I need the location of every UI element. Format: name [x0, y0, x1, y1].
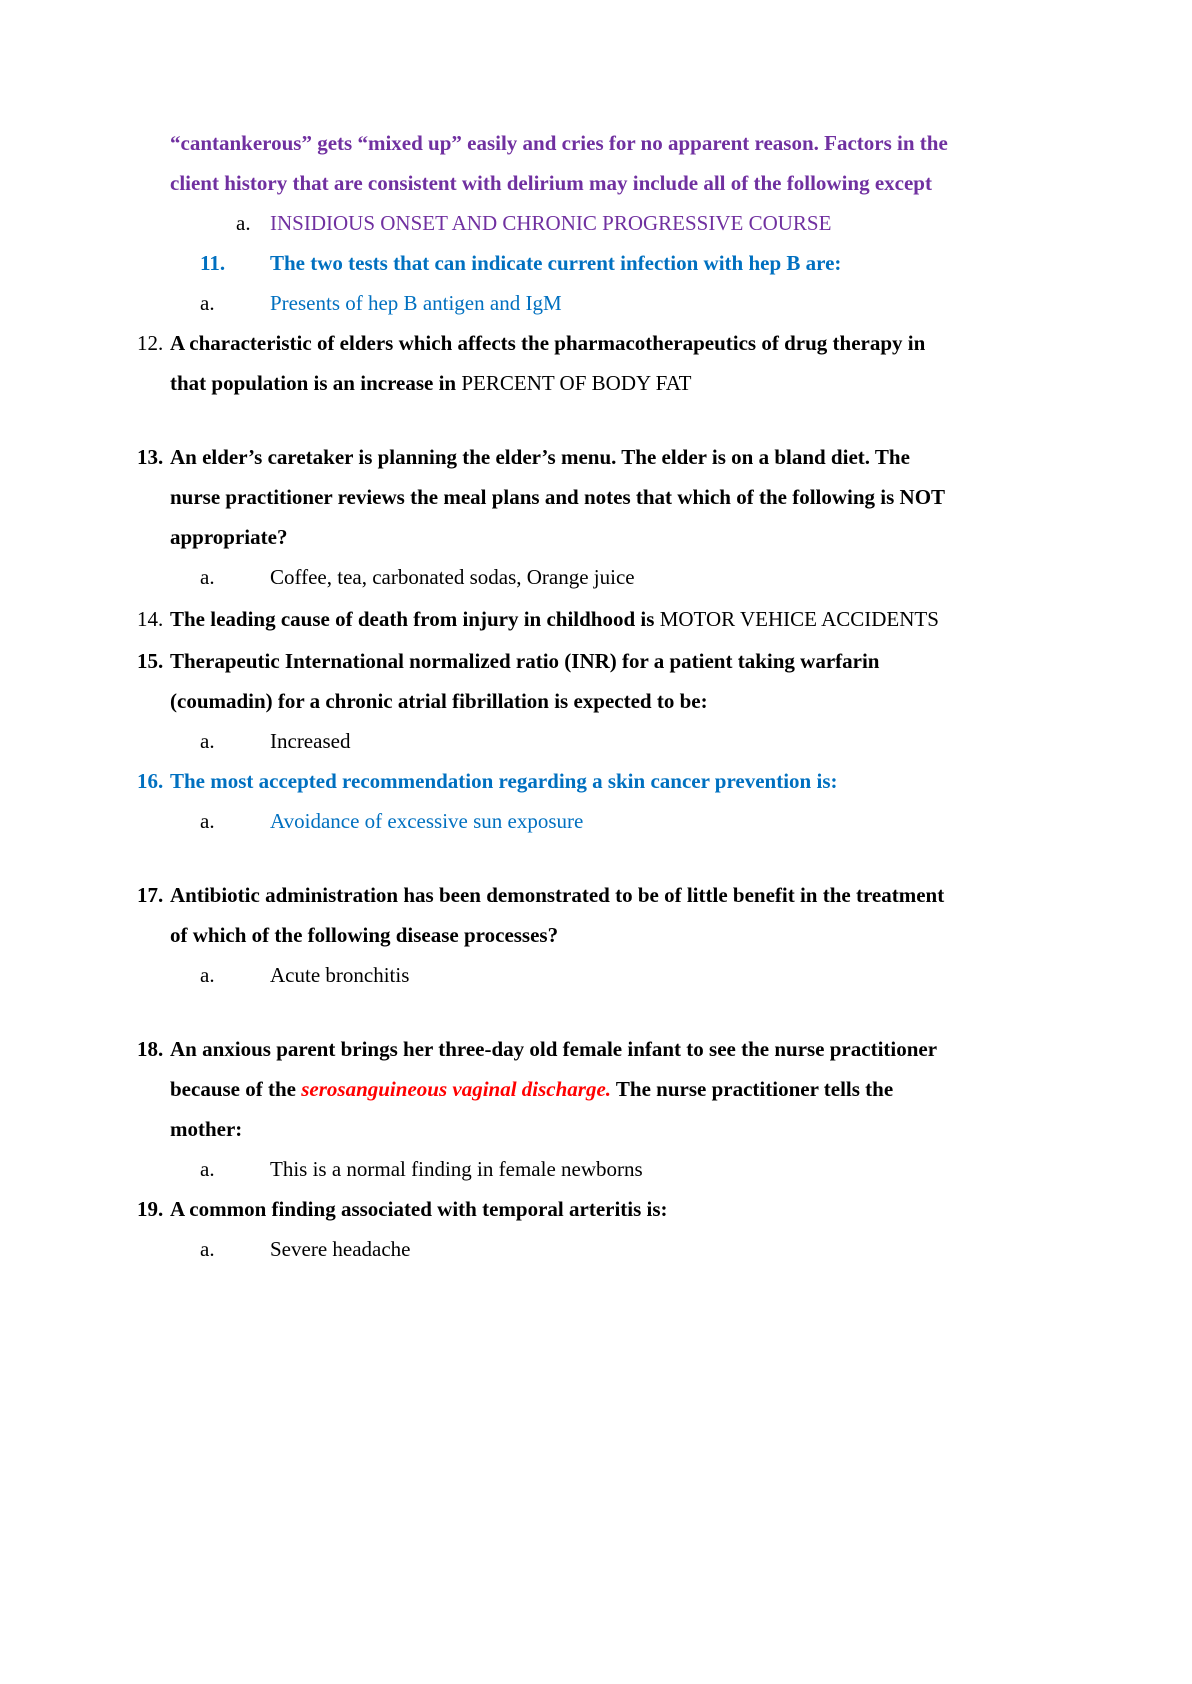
answer-10a — [137, 203, 962, 243]
answer-letter: a. — [200, 1237, 215, 1261]
answer-17a — [137, 955, 962, 995]
answer-letter: a. — [200, 291, 215, 315]
answer-letter: a. — [200, 809, 215, 833]
question-15 — [137, 641, 962, 721]
answer-18a — [137, 1149, 962, 1189]
answer-text: Presents of hep B antigen and IgM — [270, 291, 562, 315]
question-18 — [137, 1029, 962, 1149]
question-text: Therapeutic International normalized ratio (INR) for a patient taking warfarin (coumadin) for a chronic atrial fibrillation is expected to be: — [170, 649, 880, 713]
answer-text: Avoidance of excessive sun exposure — [270, 809, 584, 833]
answer-letter: a. — [200, 729, 215, 753]
question-text: The two tests that can indicate current infection with hep B are: — [270, 251, 842, 275]
question-11 — [137, 243, 962, 283]
question-14 — [137, 605, 962, 633]
question-text-pre: An anxious parent brings her three-day old female infant to see the nurse practitioner because of the — [170, 1037, 937, 1101]
answer-letter: a. — [200, 565, 215, 589]
question-number: 13. — [137, 445, 164, 469]
question-number: 19. — [137, 1197, 164, 1221]
question-number: 17. — [137, 883, 164, 907]
question-10-continuation — [137, 123, 962, 203]
answer-16a — [137, 801, 962, 841]
question-13 — [137, 437, 962, 557]
question-17 — [137, 875, 962, 955]
question-text-bold: The leading cause of death from injury in childhood is — [170, 607, 660, 631]
question-number: 15. — [137, 649, 164, 673]
question-number: 14. — [137, 607, 164, 631]
answer-letter: a. — [200, 963, 215, 987]
question-number: 16. — [137, 769, 164, 793]
question-number: 12. — [137, 331, 164, 355]
question-text: A common finding associated with temporal arteritis is: — [170, 1197, 668, 1221]
question-text-bold: A characteristic of elders which affects the pharmacotherapeutics of drug therapy in that population is an increase in — [170, 331, 926, 395]
answer-text: Increased — [270, 729, 351, 753]
answer-text: This is a normal finding in female newborns — [270, 1157, 643, 1181]
answer-11a — [137, 283, 962, 323]
answer-15a — [137, 721, 962, 761]
answer-19a — [137, 1229, 962, 1269]
answer-text: Severe headache — [270, 1237, 411, 1261]
answer-13a — [137, 557, 962, 597]
question-text: An elder’s caretaker is planning the elder’s menu. The elder is on a bland diet. The nurse practitioner reviews the meal plans and notes that which of the following is NOT appropriate? — [170, 445, 945, 549]
question-text: The most accepted recommendation regarding a skin cancer prevention is: — [170, 769, 838, 793]
answer-letter: a. — [200, 1157, 215, 1181]
question-12 — [137, 323, 962, 403]
answer-text: INSIDIOUS ONSET AND CHRONIC PROGRESSIVE COURSE — [270, 211, 832, 235]
question-text-red-emphasis: serosanguineous vaginal discharge. — [301, 1077, 612, 1101]
question-number: 18. — [137, 1037, 164, 1061]
answer-text: Acute bronchitis — [270, 963, 410, 987]
question-text-plain: MOTOR VEHICE ACCIDENTS — [659, 607, 939, 631]
answer-text: Coffee, tea, carbonated sodas, Orange juice — [270, 565, 635, 589]
question-text: Antibiotic administration has been demonstrated to be of little benefit in the treatment of which of the following disease processes? — [170, 883, 945, 947]
question-text-plain: PERCENT OF BODY FAT — [461, 371, 692, 395]
question-number: 11. — [200, 251, 226, 275]
question-16 — [137, 761, 962, 801]
question-text-post: The nurse practitioner tells the mother: — [170, 1077, 894, 1141]
answer-letter: a. — [236, 211, 251, 235]
question-19 — [137, 1189, 962, 1229]
question-text: “cantankerous” gets “mixed up” easily and cries for no apparent reason. Factors in the client history that are consistent with delirium may include all of the following except — [170, 131, 948, 195]
